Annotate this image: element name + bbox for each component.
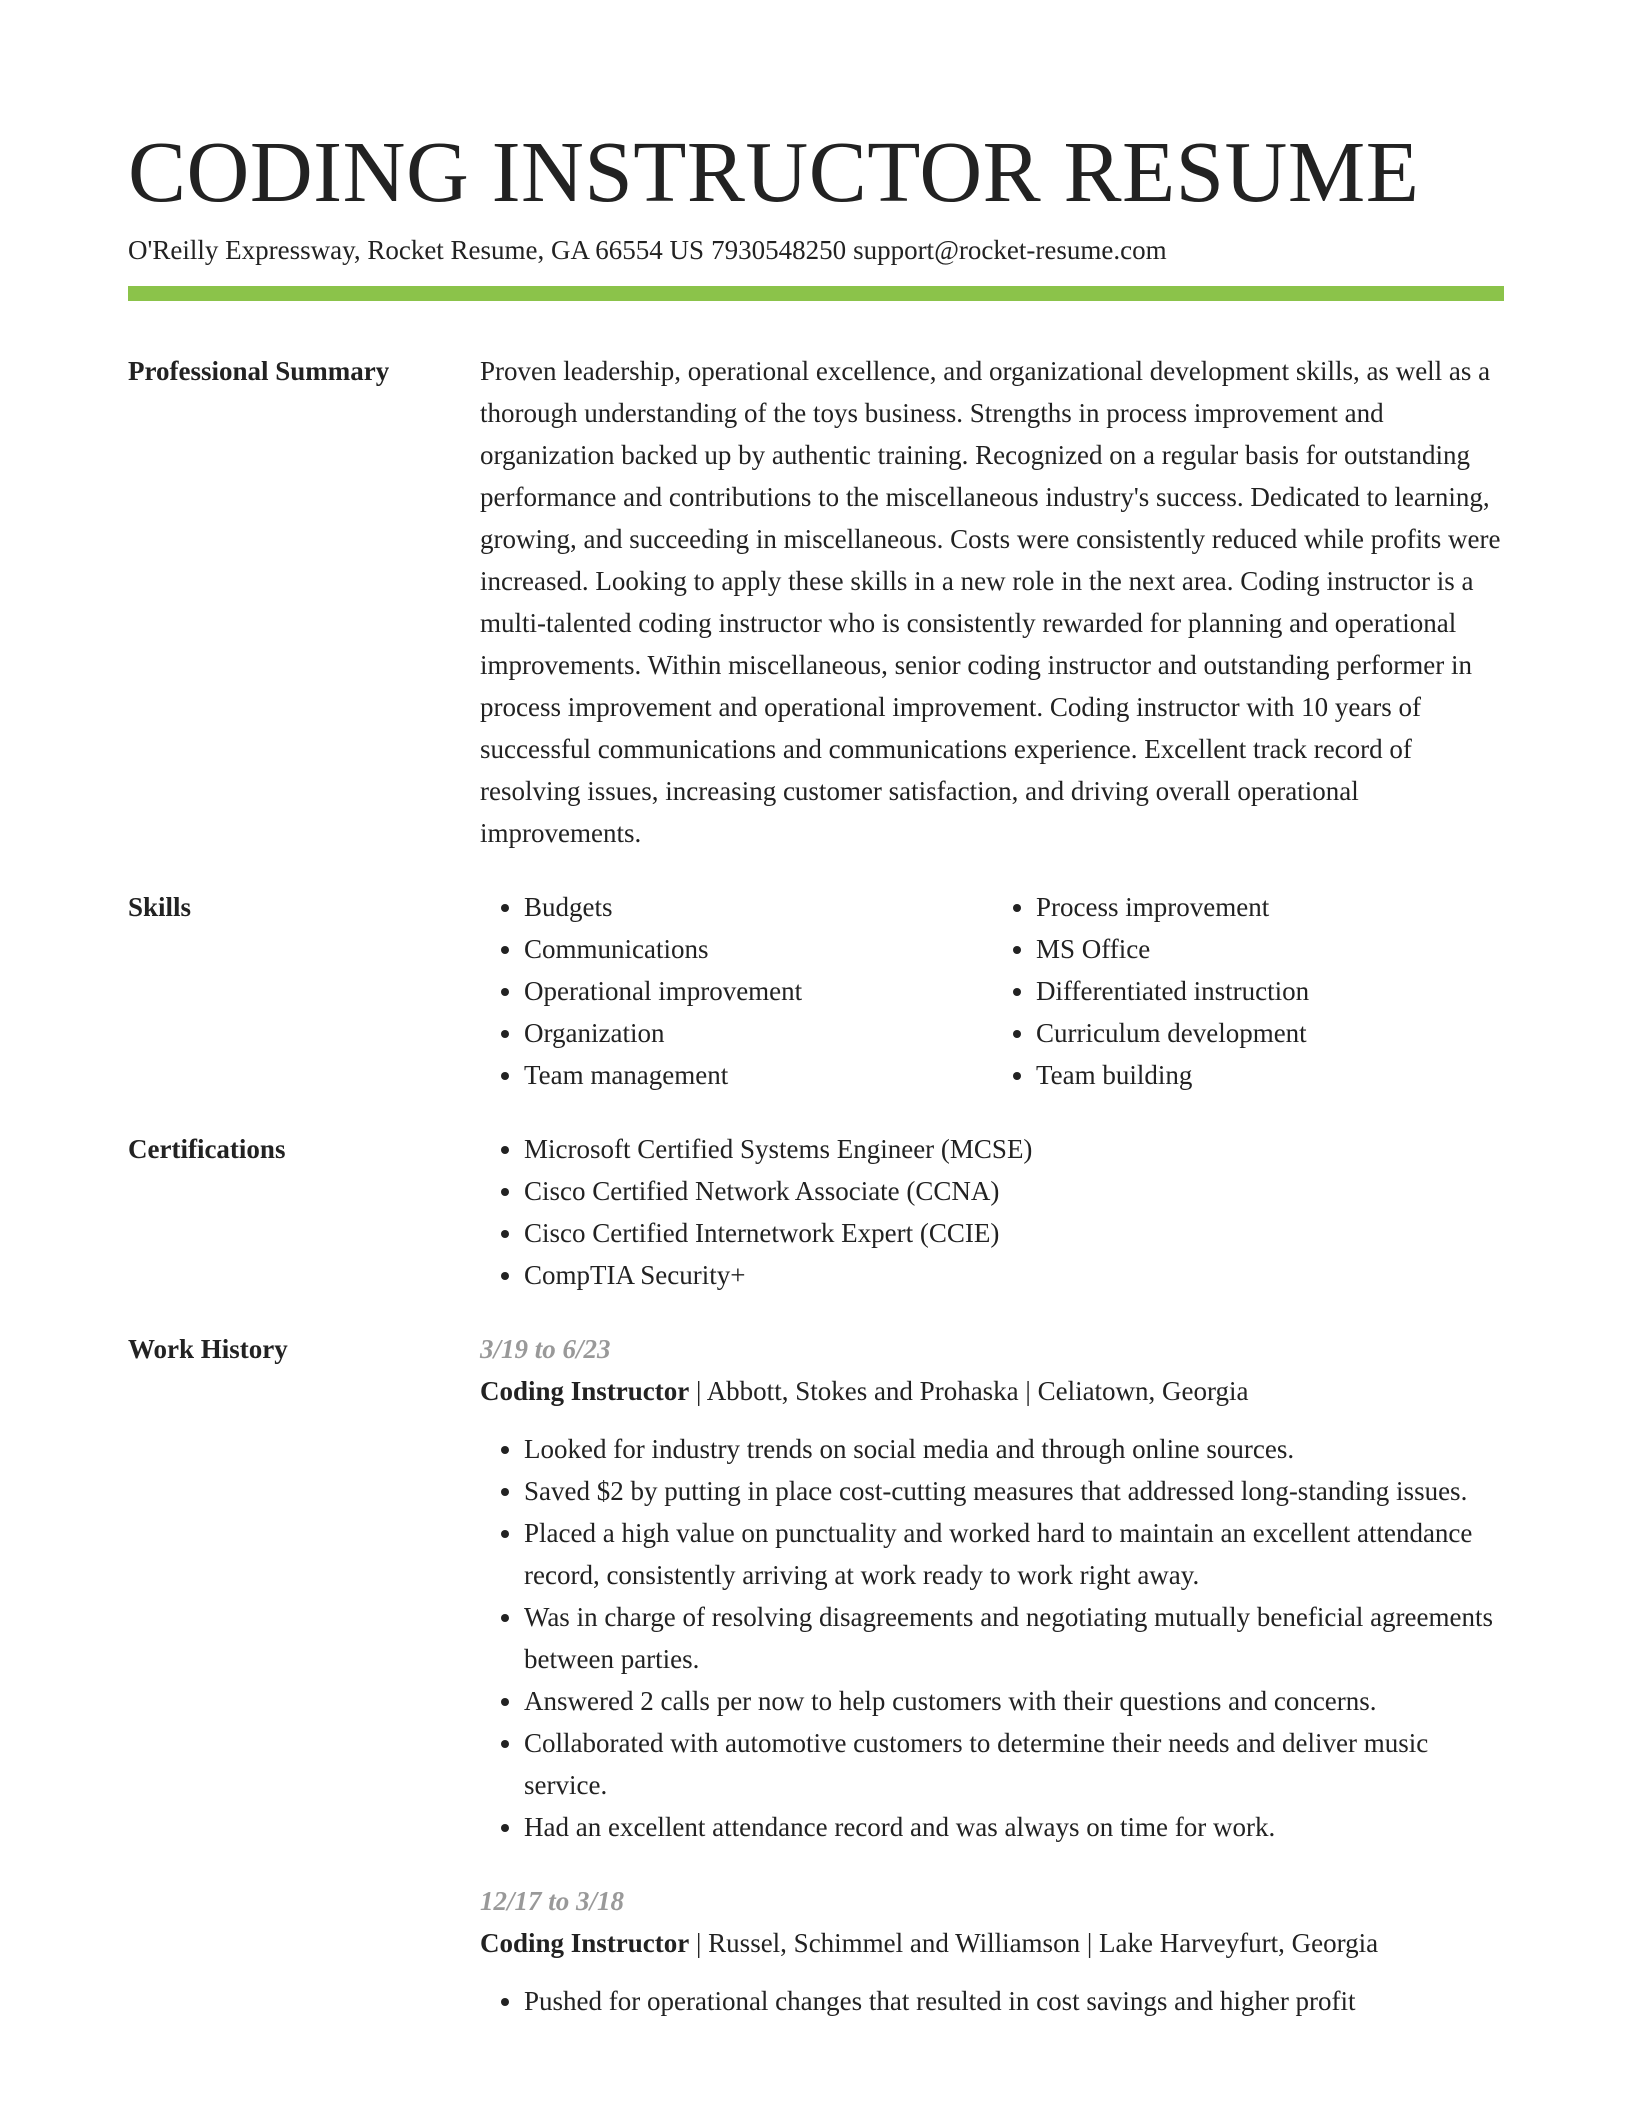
contact-phone: 7930548250 <box>711 235 847 265</box>
job-title: Coding Instructor <box>480 1928 690 1958</box>
job-bullet: • Saved $2 by putting in place cost-cutting measures that addressed long-standing issues. <box>524 1470 1504 1512</box>
job-title-line <box>480 1370 1504 1412</box>
skills-section <box>128 886 1504 1096</box>
job-bullet: • Looked for industry trends on social media and through online sources. <box>524 1428 1504 1470</box>
job-company: Russel, Schimmel and Williamson <box>708 1928 1081 1958</box>
skills-list-left <box>480 886 992 1096</box>
summary-section <box>128 350 1504 854</box>
job-location: Lake Harveyfurt, Georgia <box>1098 1928 1379 1958</box>
certifications-body <box>480 1128 1504 1296</box>
work-history-section <box>128 1328 1504 2022</box>
separator: | <box>1025 1376 1031 1406</box>
work-history-heading: Work History <box>128 1334 288 1364</box>
separator: | <box>696 1376 702 1406</box>
resume-sections <box>128 350 1504 2054</box>
skill-item: • Budgets <box>524 886 992 928</box>
contact-line <box>128 230 1167 270</box>
separator: | <box>1086 1928 1093 1958</box>
job-bullet: • Answered 2 calls per now to help customers with their questions and concerns. <box>524 1680 1504 1722</box>
job-location: Celiatown, Georgia <box>1037 1376 1249 1406</box>
job-dates: 3/19 to 6/23 <box>480 1334 611 1364</box>
certification-item: • Microsoft Certified Systems Engineer (MCSE) <box>524 1128 1504 1170</box>
job-dates: 12/17 to 3/18 <box>480 1886 625 1916</box>
job-title: Coding Instructor <box>480 1376 690 1406</box>
header-divider <box>128 286 1504 301</box>
job-bullet: • Was in charge of resolving disagreements and negotiating mutually beneficial agreements between parties. <box>524 1596 1504 1680</box>
certifications-list <box>480 1128 1504 1296</box>
work-history-body <box>480 1328 1504 2022</box>
job-company: Abbott, Stokes and Prohaska <box>706 1376 1019 1406</box>
contact-address: O'Reilly Expressway, Rocket Resume, GA 66554 US <box>128 235 705 265</box>
skills-heading: Skills <box>128 892 192 922</box>
certifications-heading: Certifications <box>128 1134 286 1164</box>
job-entry <box>480 1328 1504 1848</box>
job-bullet: • Placed a high value on punctuality and worked hard to maintain an excellent attendance record, consistently arriving at work ready to work right away. <box>524 1512 1504 1596</box>
certification-item: • Cisco Certified Network Associate (CCNA) <box>524 1170 1504 1212</box>
job-bullets <box>480 1980 1504 2022</box>
skill-item: • Team management <box>524 1054 992 1096</box>
skill-item: • Communications <box>524 928 992 970</box>
skills-list-right <box>992 886 1504 1096</box>
skill-item: • Curriculum development <box>1036 1012 1504 1054</box>
skill-item: • Differentiated instruction <box>1036 970 1504 1012</box>
skill-item: • MS Office <box>1036 928 1504 970</box>
job-bullet: • Pushed for operational changes that resulted in cost savings and higher profit <box>524 1980 1504 2022</box>
job-bullet: • Collaborated with automotive customers to determine their needs and deliver music service. <box>524 1722 1504 1806</box>
skill-item: • Organization <box>524 1012 992 1054</box>
job-bullets <box>480 1428 1504 1848</box>
resume-title: CODING INSTRUCTOR RESUME <box>128 123 1420 220</box>
job-entry <box>480 1880 1504 2022</box>
skill-item: • Operational improvement <box>524 970 992 1012</box>
skill-item: • Process improvement <box>1036 886 1504 928</box>
job-bullet: • Had an excellent attendance record and was always on time for work. <box>524 1806 1504 1848</box>
certifications-section <box>128 1128 1504 1296</box>
skills-body <box>480 886 1504 1096</box>
skill-item: • Team building <box>1036 1054 1504 1096</box>
certification-item: • Cisco Certified Internetwork Expert (CCIE) <box>524 1212 1504 1254</box>
summary-text: Proven leadership, operational excellence, and organizational development skills, as well as a thorough understanding of the toys business. Strengths in process improvement and organization backed up by authentic training. Recognized on a regular basis for outstanding performance and contributions to the miscellaneous industry's success. Dedicated to learning, growing, and succeeding in miscellaneous. Costs were consistently reduced while profits were increased. Looking to apply these skills in a new role in the next area. Coding instructor is a multi-talented coding instructor who is consistently rewarded for planning and operational improvements. Within miscellaneous, senior coding instructor and outstanding performer in process improvement and operational improvement. Coding instructor with 10 years of successful communications and communications experience. Excellent track record of resolving issues, increasing customer satisfaction, and driving overall operational improvements. <box>480 356 1501 848</box>
summary-heading: Professional Summary <box>128 356 390 386</box>
contact-email: support@rocket-resume.com <box>853 235 1167 265</box>
summary-body <box>480 350 1504 854</box>
separator: | <box>696 1928 702 1958</box>
job-title-line <box>480 1922 1504 1964</box>
certification-item: • CompTIA Security+ <box>524 1254 1504 1296</box>
